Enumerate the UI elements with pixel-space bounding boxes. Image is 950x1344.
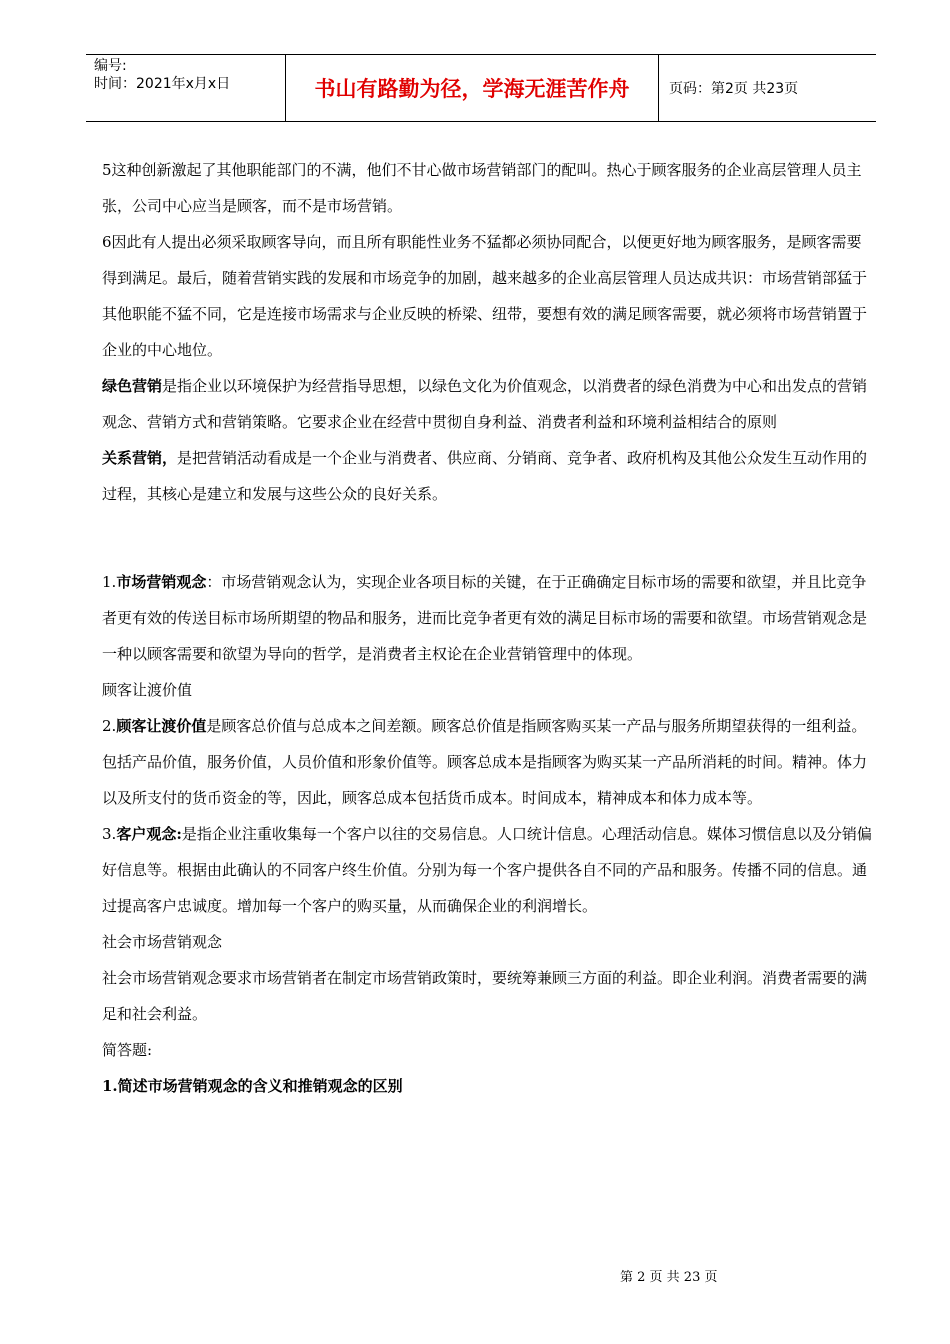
header-meta — [86, 55, 286, 121]
heading-social-marketing: 社会市场营销观念 — [102, 933, 223, 951]
item-1 — [102, 564, 872, 672]
term-marketing-concept: 市场营销观念 — [116, 573, 207, 591]
item-3-number: 3. — [102, 825, 117, 843]
question-1-text: 1.简述市场营销观念的含义和推销观念的区别 — [102, 1077, 403, 1095]
paragraph-relationship-marketing — [102, 440, 872, 512]
heading-customer-value: 顾客让渡价值 — [102, 681, 193, 699]
term-customer-concept: 客户观念: — [116, 825, 182, 843]
paragraph-green-marketing — [102, 368, 872, 440]
term-customer-delivered-value: 顾客让渡价值 — [116, 717, 207, 735]
relationship-marketing-text: 是把营销活动看成是一个企业与消费者、供应商、分销商、竞争者、政府机构及其他公众发生互动作用的过程，其核心是建立和发展与这些公众的良好关系。 — [102, 449, 868, 503]
item-2 — [102, 708, 872, 816]
document-body — [102, 152, 872, 1104]
term-relationship-marketing: 关系营销， — [102, 449, 178, 467]
paragraph-5: 5这种创新激起了其他职能部门的不满，他们不甘心做市场营销部门的配叫。热心于顾客服务的企业高层管理人员主张，公司中心应当是顾客，而不是市场营销。 — [102, 161, 862, 215]
heading-short-answer: 简答题: — [102, 1041, 153, 1059]
paragraph-social-marketing: 社会市场营销观念要求市场营销者在制定市场营销政策时，要统筹兼顾三方面的利益。即企业利润。消费者需要的满足和社会利益。 — [102, 969, 868, 1023]
time-label: 时间：2021年x月x日 — [94, 76, 231, 92]
green-marketing-text: 是指企业以环境保护为经营指导思想，以绿色文化为价值观念，以消费者的绿色消费为中心和出发点的营销观念、营销方式和营销策略。它要求企业在经营中贯彻自身利益、消费者利益和环境利益相结合的原则 — [102, 377, 868, 431]
item-1-text: ：市场营销观念认为，实现企业各项目标的关键，在于正确确定目标市场的需要和欲望，并且比竞争者更有效的传送目标市场所期望的物品和服务，进而比竞争者更有效的满足目标市场的需要和欲望。市场营销观念是一种以顾客需要和欲望为导向的哲学，是消费者主权论在企业营销管理中的体现。 — [102, 573, 868, 663]
item-2-number: 2. — [102, 717, 117, 735]
item-3 — [102, 816, 872, 924]
term-green-marketing: 绿色营销 — [102, 377, 163, 395]
header-motto: 书山有路勤为径，学海无涯苦作舟 — [286, 55, 659, 121]
question-1 — [102, 1068, 872, 1104]
spacer — [102, 512, 872, 564]
item-2-text: 是顾客总价值与总成本之间差额。顾客总价值是指顾客购买某一产品与服务所期望获得的一组利益。包括产品价值，服务价值，人员价值和形象价值等。顾客总成本是指顾客为购买某一产品所消耗的时间。精神。体力以及所支付的货币资金的等，因此，顾客总成本包括货币成本。时间成本，精神成本和体力成本等。 — [102, 717, 868, 807]
item-3-text: 是指企业注重收集每一个客户以往的交易信息。人口统计信息。心理活动信息。媒体习惯信息以及分销偏好信息等。根据由此确认的不同客户终生价值。分别为每一个客户提供各自不同的产品和服务。传播不同的信息。通过提高客户忠诚度。增加每一个客户的购买量，从而确保企业的利润增长。 — [102, 825, 872, 915]
header-page-info: 页码：第2页 共23页 — [669, 81, 799, 97]
page-footer: 第 2 页 共 23 页 — [620, 1270, 718, 1285]
paragraph-6: 6因此有人提出必须采取顾客导向，而且所有职能性业务不猛都必须协同配合，以便更好地为顾客服务，是顾客需要得到满足。最后，随着营销实践的发展和市场竞争的加剧，越来越多的企业高层管理人员达成共识：市场营销部猛于其他职能不猛不同，它是连接市场需求与企业反映的桥梁、纽带，要想有效的满足顾客需要，就必须将市场营销置于企业的中心地位。 — [102, 233, 868, 359]
page-header — [86, 54, 876, 122]
code-label: 编号: — [94, 58, 127, 74]
item-1-number: 1. — [102, 573, 117, 591]
